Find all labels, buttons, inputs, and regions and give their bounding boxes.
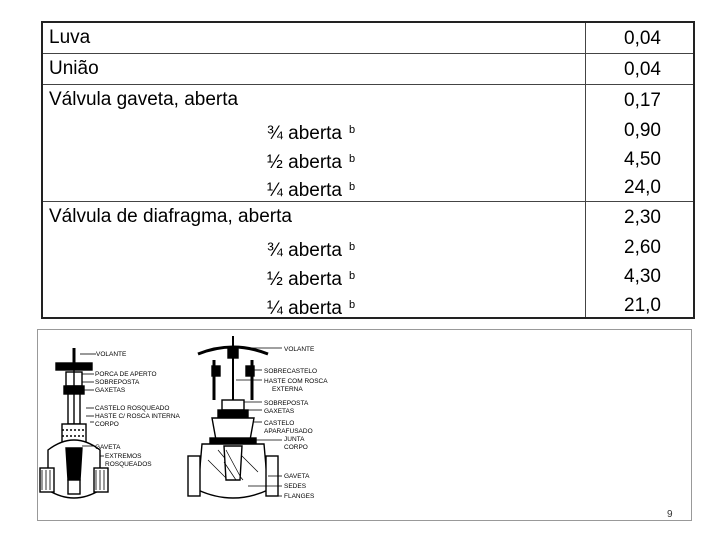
label-externa: EXTERNA [272, 386, 303, 393]
row-value-uniao: 0,04 [624, 59, 661, 80]
label-sobreposta: SOBREPOSTA [95, 379, 140, 386]
sub-value: 2,60 [624, 237, 661, 258]
row-divider [43, 201, 693, 202]
sub-label: ¼ aberta $^b$ [267, 298, 356, 319]
friction-loss-table [41, 21, 695, 319]
label-volante: VOLANTE [284, 346, 315, 353]
label-sobrecastelo: SOBRECASTELO [264, 368, 318, 375]
row-divider [43, 53, 693, 54]
label-extremos: EXTREMOS [105, 453, 142, 460]
sub-value: 4,50 [624, 149, 661, 170]
label-corpo: CORPO [284, 444, 308, 451]
valve-diagrams [38, 330, 693, 522]
row-label-valvula-gaveta: Válvula gaveta, aberta [49, 89, 239, 110]
left-labels [95, 351, 181, 468]
sub-value: 21,0 [624, 295, 661, 316]
row-divider [43, 84, 693, 85]
label-gaveta: GAVETA [284, 473, 310, 480]
row-label-luva: Luva [49, 27, 91, 48]
row-value-valvula-diafragma: 2,30 [624, 207, 661, 228]
row-label-valvula-diafragma: Válvula de diafragma, aberta [49, 206, 292, 227]
flanged-gate-valve-drawing [188, 336, 278, 498]
label-castelo: CASTELO [264, 420, 295, 427]
label-gaxetas: GAXETAS [264, 408, 295, 415]
sub-value: 24,0 [624, 177, 661, 198]
row-value-luva: 0,04 [624, 28, 661, 49]
label-castelo-rosqueado: CASTELO ROSQUEADO [95, 405, 170, 412]
label-junta: JUNTA [284, 436, 305, 443]
label-sedes: SEDES [284, 483, 307, 490]
label-sobreposta: SOBREPOSTA [264, 400, 309, 407]
sub-label: ½ aberta $^b$ [267, 152, 356, 173]
sub-label: ¾ aberta $^b$ [267, 123, 356, 144]
row-value-valvula-gaveta: 0,17 [624, 90, 661, 111]
label-gaveta: GAVETA [95, 444, 121, 451]
label-gaxetas: GAXETAS [95, 387, 126, 394]
label-volante: VOLANTE [96, 351, 127, 358]
label-rosqueados: ROSQUEADOS [105, 461, 152, 468]
sub-value: 4,30 [624, 266, 661, 287]
sub-value: 0,90 [624, 120, 661, 141]
row-label-uniao: União [49, 58, 99, 79]
sub-label: ¼ aberta $^b$ [267, 180, 356, 201]
label-aparafusado: APARAFUSADO [264, 428, 313, 435]
sub-label: ½ aberta $^b$ [267, 269, 356, 290]
column-divider [585, 23, 586, 317]
label-flanges: FLANGES [284, 493, 315, 500]
label-porca-de-aperto: PORCA DE APERTO [95, 371, 157, 378]
label-corpo: CORPO [95, 421, 119, 428]
label-haste-com-rosca: HASTE COM ROSCA [264, 378, 328, 385]
page-number: 9 [667, 509, 673, 520]
label-haste-rosca-interna: HASTE C/ ROSCA INTERNA [95, 413, 180, 420]
valve-diagram-figure [37, 329, 692, 521]
sub-label: ¾ aberta $^b$ [267, 240, 356, 261]
